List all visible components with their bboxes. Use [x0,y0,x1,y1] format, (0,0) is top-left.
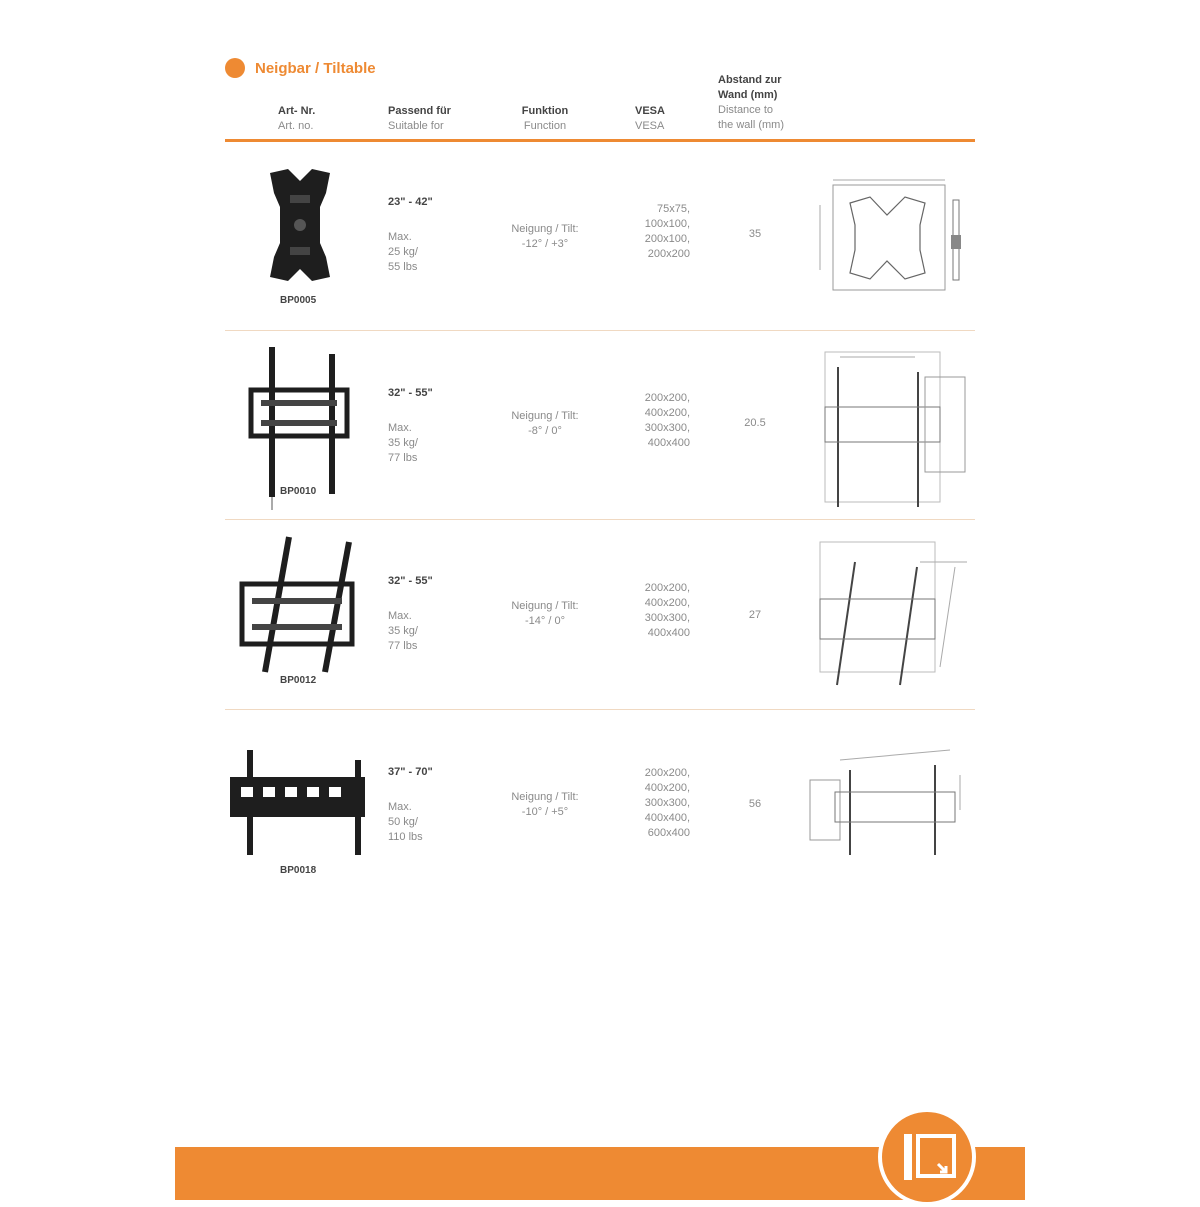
product-row [225,150,975,340]
art-no: BP0005 [280,295,317,306]
vesa-value: 300x300, [644,797,690,809]
vesa-value: 200x100, [644,233,690,245]
product-image-bp0012 [237,532,357,682]
tilt-function: Neigung / Tilt: -8° / 0° [511,410,579,437]
art-no: BP0012 [280,675,317,686]
header-distance [718,73,784,133]
header-art-no [278,104,315,134]
vesa-list [635,766,690,841]
vesa-value: 400x200, [644,597,690,609]
max-weight: Max. 50 kg/ 110 lbs [388,801,423,843]
art-no: BP0010 [280,486,317,497]
tilt-function: Neigung / Tilt: -14° / 0° [511,600,579,627]
wall-distance: 56 [748,798,762,810]
vesa-value: 300x300, [644,612,690,624]
technical-drawing-bp0010 [810,347,975,512]
suitable-size: 32" - 55" [388,575,433,587]
suitable-size: 23" - 42" [388,196,433,208]
vesa-value: 400x400 [647,437,690,449]
vesa-value: 400x200, [644,782,690,794]
vesa-value: 300x300, [644,422,690,434]
product-row [225,527,975,717]
header-distance-de-1: Abstand zur [718,74,782,86]
header-vesa-de: VESA [635,105,665,117]
tilt-function: Neigung / Tilt: -12° / +3° [511,223,579,250]
tilt-function: Neigung / Tilt: -10° / +5° [511,791,579,818]
header-distance-de-2: Wand (mm) [718,89,778,101]
header-suitable-de: Passend für [388,105,451,117]
header-suitable-en: Suitable for [388,120,444,132]
vesa-value: 75x75, [656,203,690,215]
vesa-value: 200x200, [644,582,690,594]
row-divider [225,330,975,331]
product-image-bp0005 [260,165,340,285]
vesa-value: 400x200, [644,407,690,419]
orange-dot-icon [225,58,245,78]
section-title-text: Neigbar / Tiltable [255,59,376,77]
vesa-list [635,391,690,451]
header-rule [225,139,975,142]
vesa-value: 600x400 [647,827,690,839]
wall-distance: 20.5 [744,417,766,429]
technical-drawing-bp0012 [795,537,975,687]
technical-drawing-bp0005 [805,175,975,300]
product-image-bp0018 [225,745,370,860]
header-distance-en-2: the wall (mm) [718,119,785,131]
header-art-no-en: Art. no. [278,120,314,132]
wall-distance: 27 [748,609,762,621]
header-function-de: Funktion [521,105,569,117]
max-weight: Max. 35 kg/ 77 lbs [388,610,418,652]
max-weight: Max. 25 kg/ 55 lbs [388,231,418,273]
product-row [225,720,975,910]
row-divider [225,709,975,710]
vesa-value: 200x200, [644,392,690,404]
technical-drawing-bp0018 [800,740,975,860]
vesa-value: 200x200 [647,248,690,260]
max-weight: Max. 35 kg/ 77 lbs [388,422,418,464]
section-title [225,58,376,78]
tv-mount-icon [882,1112,972,1202]
header-vesa-en: VESA [635,120,665,132]
vesa-value: 400x400 [647,627,690,639]
suitable-size: 37" - 70" [388,766,433,778]
row-divider [225,519,975,520]
suitable-size: 32" - 55" [388,387,433,399]
header-distance-en-1: Distance to [718,104,774,116]
header-vesa [635,104,665,134]
vesa-value: 400x400, [644,812,690,824]
vesa-list [635,581,690,641]
vesa-value: 100x100, [644,218,690,230]
vesa-value: 200x200, [644,767,690,779]
product-row [225,337,975,527]
header-function [505,104,585,134]
tv-mount-badge-icon [878,1108,976,1206]
header-function-en: Function [523,120,567,132]
header-suitable [388,104,451,134]
vesa-list [635,202,690,262]
wall-distance: 35 [748,228,762,240]
header-art-no-de: Art- Nr. [278,105,316,117]
art-no: BP0018 [280,865,317,876]
